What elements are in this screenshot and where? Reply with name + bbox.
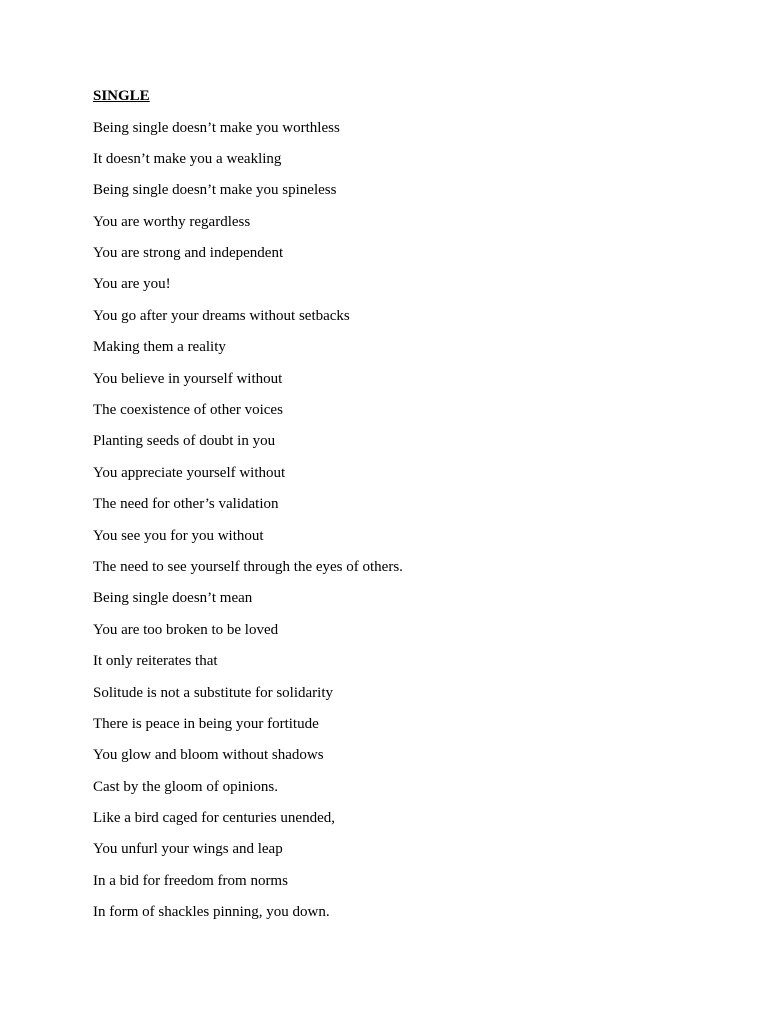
document-body	[93, 85, 693, 933]
poem-line: Like a bird caged for centuries unended,	[93, 810, 335, 827]
poem-line: You are strong and independent	[93, 245, 284, 262]
poem-line: The need to see yourself through the eyes of others.	[93, 558, 403, 575]
poem-line: You unfurl your wings and leap	[93, 841, 283, 858]
poem-lines	[93, 117, 693, 933]
poem-line: It doesn’t make you a weakling	[93, 150, 282, 167]
poem-line: Being single doesn’t make you worthless	[93, 119, 340, 136]
poem-line: You are worthy regardless	[93, 213, 251, 230]
poem-line: It only reiterates that	[93, 653, 218, 670]
poem-line: The need for other’s validation	[93, 496, 279, 513]
poem-line: There is peace in being your fortitude	[93, 715, 319, 732]
poem-line: Being single doesn’t mean	[93, 590, 253, 607]
poem-line: Planting seeds of doubt in you	[93, 433, 276, 450]
poem-line: You are too broken to be loved	[93, 621, 279, 638]
poem-line: You glow and bloom without shadows	[93, 747, 324, 764]
poem-line: Being single doesn’t make you spineless	[93, 182, 337, 199]
poem-line: The coexistence of other voices	[93, 402, 283, 419]
poem-line: You appreciate yourself without	[93, 464, 286, 481]
poem-line: Cast by the gloom of opinions.	[93, 778, 278, 795]
poem-line: Making them a reality	[93, 339, 226, 356]
poem-line: In form of shackles pinning, you down.	[93, 904, 330, 921]
poem-line: You go after your dreams without setbacks	[93, 307, 350, 324]
poem-line: In a bid for freedom from norms	[93, 872, 288, 889]
poem-line: Solitude is not a substitute for solidarity	[93, 684, 333, 701]
poem-line: You are you!	[93, 276, 171, 293]
poem-line: You believe in yourself without	[93, 370, 283, 387]
poem-line: You see you for you without	[93, 527, 264, 544]
poem-title: SINGLE	[93, 88, 150, 104]
